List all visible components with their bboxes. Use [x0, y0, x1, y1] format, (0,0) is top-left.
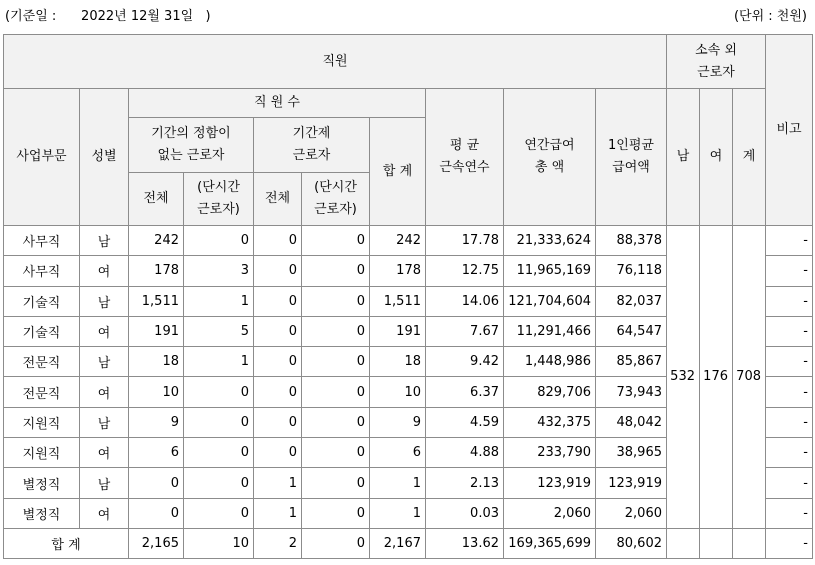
annual-pay-cell: 123,919 [504, 468, 596, 498]
table-row [4, 226, 813, 256]
indefinite-parttime-cell: 0 [184, 468, 254, 498]
sum-cell: 1 [370, 468, 426, 498]
sum-cell: 1 [370, 498, 426, 528]
annual-pay-cell: 1,448,986 [504, 347, 596, 377]
note-cell: - [766, 226, 813, 256]
dept-cell: 사무직 [4, 226, 80, 256]
avg-pay-cell: 38,965 [596, 438, 667, 468]
tenure-header: 평 균 근속연수 [426, 89, 504, 226]
avg-pay-cell: 80,602 [596, 528, 667, 558]
avg-pay-header: 1인평균 급여액 [596, 89, 667, 226]
tenure-cell: 2.13 [426, 468, 504, 498]
tenure-cell: 12.75 [426, 256, 504, 286]
fixed-all-header: 전체 [254, 173, 302, 226]
annual-pay-header: 연간급여 총 액 [504, 89, 596, 226]
avg-pay-cell: 64,547 [596, 316, 667, 346]
note-cell: - [766, 407, 813, 437]
indefinite-all-cell: 18 [129, 347, 184, 377]
annual-pay-cell: 233,790 [504, 438, 596, 468]
outside-total-header: 계 [733, 89, 766, 226]
sum-cell: 242 [370, 226, 426, 256]
fixed-parttime-cell: 0 [302, 407, 370, 437]
avg-pay-cell: 48,042 [596, 407, 667, 437]
indefinite-parttime-cell: 0 [184, 226, 254, 256]
avg-pay-cell: 123,919 [596, 468, 667, 498]
indefinite-parttime-header: (단시간 근로자) [184, 173, 254, 226]
indefinite-all-cell: 178 [129, 256, 184, 286]
indefinite-parttime-cell: 10 [184, 528, 254, 558]
fixed-all-cell: 0 [254, 286, 302, 316]
dept-cell: 기술직 [4, 286, 80, 316]
sum-cell: 2,167 [370, 528, 426, 558]
fixed-parttime-cell: 0 [302, 438, 370, 468]
fixed-all-cell: 0 [254, 256, 302, 286]
fixed-parttime-cell: 0 [302, 377, 370, 407]
tenure-cell: 6.37 [426, 377, 504, 407]
gender-header: 성별 [80, 89, 129, 226]
fixed-all-cell: 1 [254, 498, 302, 528]
tenure-cell: 14.06 [426, 286, 504, 316]
annual-pay-cell: 11,965,169 [504, 256, 596, 286]
dept-cell: 전문직 [4, 377, 80, 407]
gender-cell: 남 [80, 347, 129, 377]
gender-cell: 여 [80, 498, 129, 528]
indefinite-parttime-cell: 0 [184, 377, 254, 407]
gender-cell: 남 [80, 286, 129, 316]
tenure-cell: 7.67 [426, 316, 504, 346]
gender-cell: 남 [80, 407, 129, 437]
fixed-parttime-cell: 0 [302, 316, 370, 346]
fixed-all-cell: 0 [254, 377, 302, 407]
annual-pay-cell: 169,365,699 [504, 528, 596, 558]
outside-total-cell: 708 [733, 226, 766, 529]
dept-cell: 전문직 [4, 347, 80, 377]
indefinite-all-cell: 0 [129, 498, 184, 528]
outside-male-header: 남 [667, 89, 700, 226]
annual-pay-cell: 11,291,466 [504, 316, 596, 346]
gender-cell: 남 [80, 468, 129, 498]
fixed-all-cell: 2 [254, 528, 302, 558]
annual-pay-cell: 121,704,604 [504, 286, 596, 316]
tenure-cell: 13.62 [426, 528, 504, 558]
fixed-all-cell: 0 [254, 407, 302, 437]
indefinite-parttime-cell: 0 [184, 438, 254, 468]
fixed-all-cell: 0 [254, 438, 302, 468]
annual-pay-cell: 21,333,624 [504, 226, 596, 256]
outside-total-empty-cell [733, 528, 766, 558]
annual-pay-cell: 829,706 [504, 377, 596, 407]
gender-cell: 여 [80, 256, 129, 286]
dept-cell: 지원직 [4, 407, 80, 437]
note-cell: - [766, 256, 813, 286]
fixed-parttime-cell: 0 [302, 347, 370, 377]
note-cell: - [766, 286, 813, 316]
fixed-all-cell: 1 [254, 468, 302, 498]
unit-label: (단위 : 천원) [733, 9, 807, 24]
indefinite-all-cell: 9 [129, 407, 184, 437]
fixed-parttime-cell: 0 [302, 528, 370, 558]
tenure-cell: 4.59 [426, 407, 504, 437]
indefinite-parttime-cell: 1 [184, 347, 254, 377]
annual-pay-cell: 432,375 [504, 407, 596, 437]
sum-cell: 1,511 [370, 286, 426, 316]
outside-female-header: 여 [700, 89, 733, 226]
indefinite-all-header: 전체 [129, 173, 184, 226]
indefinite-parttime-cell: 0 [184, 498, 254, 528]
gender-cell: 여 [80, 377, 129, 407]
fixed-parttime-cell: 0 [302, 468, 370, 498]
fixed-parttime-cell: 0 [302, 226, 370, 256]
fixed-all-cell: 0 [254, 347, 302, 377]
headcount-header: 직 원 수 [129, 89, 426, 118]
staff-header: 직원 [4, 35, 667, 89]
indefinite-parttime-cell: 5 [184, 316, 254, 346]
outside-male-cell: 532 [667, 226, 700, 529]
outside-female-cell: 176 [700, 226, 733, 529]
note-cell: - [766, 468, 813, 498]
sum-cell: 178 [370, 256, 426, 286]
avg-pay-cell: 82,037 [596, 286, 667, 316]
tenure-cell: 4.88 [426, 438, 504, 468]
headcount-sum-header: 합 계 [370, 118, 426, 226]
indefinite-all-cell: 242 [129, 226, 184, 256]
dept-header: 사업부문 [4, 89, 80, 226]
avg-pay-cell: 76,118 [596, 256, 667, 286]
total-row [4, 528, 813, 558]
gender-cell: 여 [80, 316, 129, 346]
indefinite-worker-header: 기간의 정함이 없는 근로자 [129, 118, 254, 173]
sum-cell: 6 [370, 438, 426, 468]
fixed-parttime-cell: 0 [302, 498, 370, 528]
note-header: 비고 [766, 35, 813, 226]
indefinite-all-cell: 0 [129, 468, 184, 498]
indefinite-all-cell: 6 [129, 438, 184, 468]
sum-cell: 9 [370, 407, 426, 437]
tenure-cell: 17.78 [426, 226, 504, 256]
tenure-cell: 0.03 [426, 498, 504, 528]
reference-date: (기준일 : 2022년 12월 31일 ) [5, 9, 211, 24]
sum-cell: 18 [370, 347, 426, 377]
note-cell: - [766, 377, 813, 407]
gender-cell: 여 [80, 438, 129, 468]
dept-cell: 별정직 [4, 498, 80, 528]
fixed-term-worker-header: 기간제 근로자 [254, 118, 370, 173]
note-cell: - [766, 347, 813, 377]
note-cell: - [766, 528, 813, 558]
indefinite-all-cell: 191 [129, 316, 184, 346]
sum-cell: 10 [370, 377, 426, 407]
tenure-cell: 9.42 [426, 347, 504, 377]
indefinite-all-cell: 1,511 [129, 286, 184, 316]
note-cell: - [766, 438, 813, 468]
avg-pay-cell: 2,060 [596, 498, 667, 528]
note-cell: - [766, 316, 813, 346]
avg-pay-cell: 73,943 [596, 377, 667, 407]
sum-cell: 191 [370, 316, 426, 346]
fixed-all-cell: 0 [254, 316, 302, 346]
note-cell: - [766, 498, 813, 528]
fixed-parttime-cell: 0 [302, 256, 370, 286]
dept-cell: 별정직 [4, 468, 80, 498]
total-label: 합 계 [4, 528, 129, 558]
dept-cell: 지원직 [4, 438, 80, 468]
indefinite-parttime-cell: 3 [184, 256, 254, 286]
avg-pay-cell: 88,378 [596, 226, 667, 256]
annual-pay-cell: 2,060 [504, 498, 596, 528]
dept-cell: 사무직 [4, 256, 80, 286]
fixed-parttime-cell: 0 [302, 286, 370, 316]
indefinite-all-cell: 10 [129, 377, 184, 407]
fixed-all-cell: 0 [254, 226, 302, 256]
gender-cell: 남 [80, 226, 129, 256]
outside-female-empty-cell [700, 528, 733, 558]
indefinite-parttime-cell: 0 [184, 407, 254, 437]
fixed-parttime-header: (단시간 근로자) [302, 173, 370, 226]
outside-worker-header: 소속 외 근로자 [667, 35, 766, 89]
indefinite-parttime-cell: 1 [184, 286, 254, 316]
indefinite-all-cell: 2,165 [129, 528, 184, 558]
employee-table [3, 34, 813, 559]
dept-cell: 기술직 [4, 316, 80, 346]
avg-pay-cell: 85,867 [596, 347, 667, 377]
outside-male-empty-cell [667, 528, 700, 558]
